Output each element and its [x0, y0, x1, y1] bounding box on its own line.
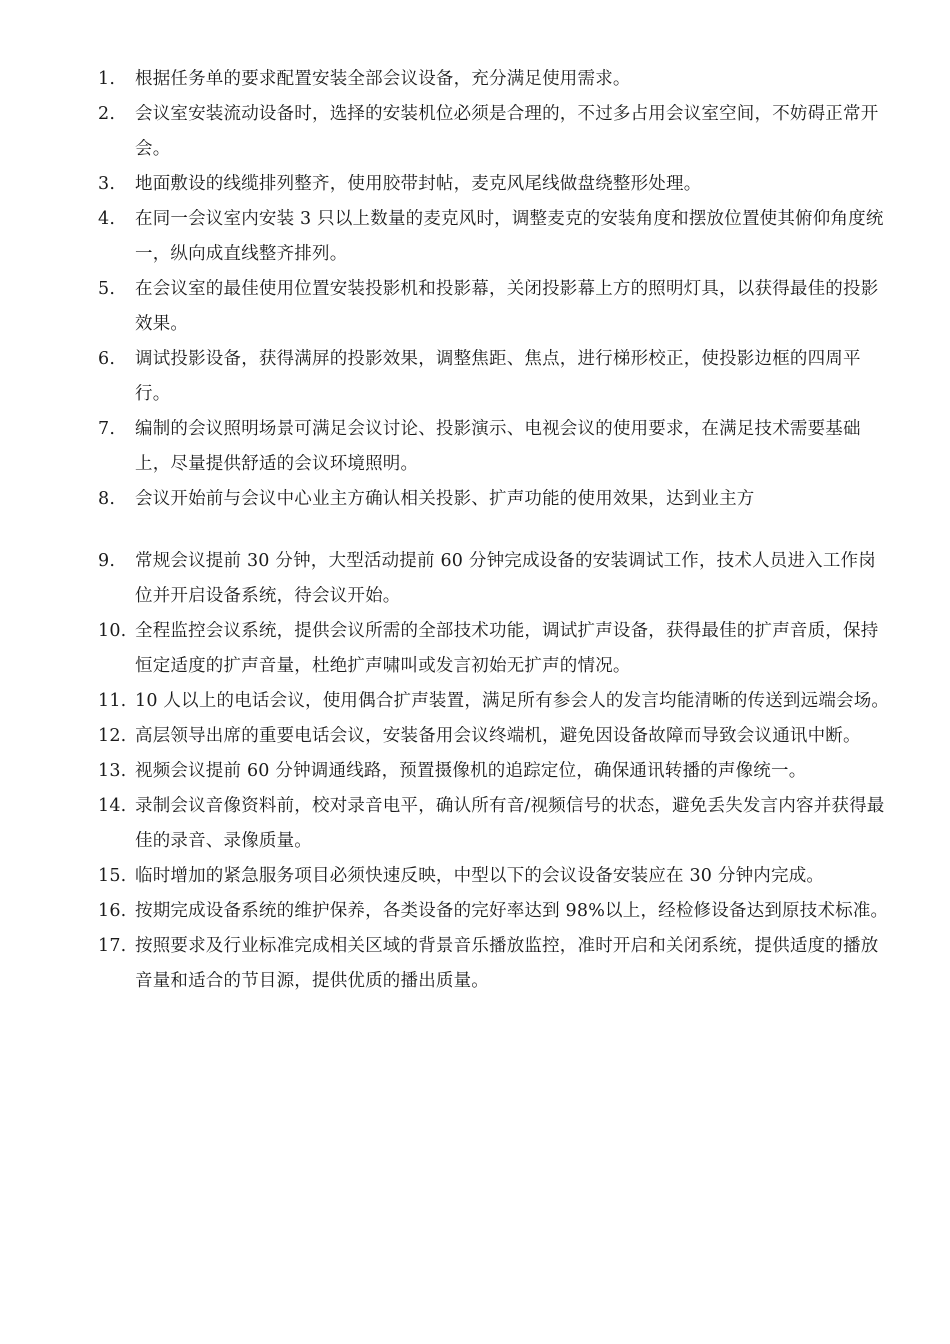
item-text: 临时增加的紧急服务项目必须快速反映，中型以下的会议设备安装应在 30 分钟内完成。 — [135, 866, 825, 886]
list-item — [0, 684, 950, 719]
list-item — [0, 202, 950, 272]
list-item — [0, 62, 950, 97]
item-text: 调试投影设备，获得满屏的投影效果，调整焦距、焦点，进行梯形校正，使投影边框的四周平行。 — [135, 349, 861, 404]
item-text: 会议室安装流动设备时，选择的安装机位必须是合理的，不过多占用会议室空间，不妨碍正常开会。 — [135, 104, 879, 159]
item-number: 3. — [98, 174, 116, 194]
item-number: 10. — [98, 621, 127, 641]
item-text: 根据任务单的要求配置安装全部会议设备，充分满足使用需求。 — [135, 69, 631, 89]
item-text: 高层领导出席的重要电话会议，安装备用会议终端机，避免因设备故障而导致会议通讯中断。 — [135, 726, 861, 746]
item-text: 录制会议音像资料前，校对录音电平，确认所有音/视频信号的状态，避免丢失发言内容并获得最佳的录音、录像质量。 — [135, 796, 885, 851]
list-item — [0, 719, 950, 754]
list-item — [0, 167, 950, 202]
list-item — [0, 412, 950, 482]
list-item — [0, 929, 950, 999]
list-item — [0, 482, 950, 517]
item-number: 14. — [98, 796, 127, 816]
item-number: 13. — [98, 761, 127, 781]
item-text: 常规会议提前 30 分钟，大型活动提前 60 分钟完成设备的安装调试工作，技术人员进入工作岗位并开启设备系统，待会议开始。 — [135, 551, 876, 606]
numbered-list — [0, 62, 950, 999]
item-number: 1. — [98, 69, 116, 89]
item-number: 12. — [98, 726, 127, 746]
list-item — [0, 754, 950, 789]
item-text: 地面敷设的线缆排列整齐，使用胶带封帖，麦克风尾线做盘绕整形处理。 — [135, 174, 702, 194]
list-item — [0, 544, 950, 614]
list-item — [0, 894, 950, 929]
item-text: 在会议室的最佳使用位置安装投影机和投影幕，关闭投影幕上方的照明灯具，以获得最佳的投影效果。 — [135, 279, 879, 334]
list-item — [0, 272, 950, 342]
item-number: 9. — [98, 551, 116, 571]
item-number: 8. — [98, 489, 116, 509]
item-text: 按期完成设备系统的维护保养，各类设备的完好率达到 98%以上，经检修设备达到原技术标准。 — [135, 901, 889, 921]
item-number: 5. — [98, 279, 116, 299]
item-text: 按照要求及行业标准完成相关区域的背景音乐播放监控，准时开启和关闭系统，提供适度的播放音量和适合的节目源，提供优质的播出质量。 — [135, 936, 879, 991]
list-item — [0, 97, 950, 167]
item-text: 在同一会议室内安装 3 只以上数量的麦克风时，调整麦克的安装角度和摆放位置使其俯仰角度统一，纵向成直线整齐排列。 — [135, 209, 884, 264]
item-number: 7. — [98, 419, 116, 439]
item-number: 17. — [98, 936, 127, 956]
item-text: 10 人以上的电话会议，使用偶合扩声装置，满足所有参会人的发言均能清晰的传送到远端会场。 — [135, 691, 890, 711]
item-text: 全程监控会议系统，提供会议所需的全部技术功能，调试扩声设备，获得最佳的扩声音质，保持恒定适度的扩声音量，杜绝扩声啸叫或发言初始无扩声的情况。 — [135, 621, 879, 676]
item-text: 视频会议提前 60 分钟调通线路，预置摄像机的追踪定位，确保通讯转播的声像统一。 — [135, 761, 807, 781]
item-number: 6. — [98, 349, 116, 369]
item-number: 11. — [98, 691, 127, 711]
item-text: 编制的会议照明场景可满足会议讨论、投影演示、电视会议的使用要求，在满足技术需要基础上，尽量提供舒适的会议环境照明。 — [135, 419, 861, 474]
item-number: 2. — [98, 104, 116, 124]
item-number: 16. — [98, 901, 127, 921]
list-item — [0, 614, 950, 684]
list-item — [0, 342, 950, 412]
list-item — [0, 859, 950, 894]
item-number: 4. — [98, 209, 116, 229]
item-number: 15. — [98, 866, 127, 886]
item-text: 会议开始前与会议中心业主方确认相关投影、扩声功能的使用效果，达到业主方 — [135, 489, 755, 509]
list-item — [0, 789, 950, 859]
